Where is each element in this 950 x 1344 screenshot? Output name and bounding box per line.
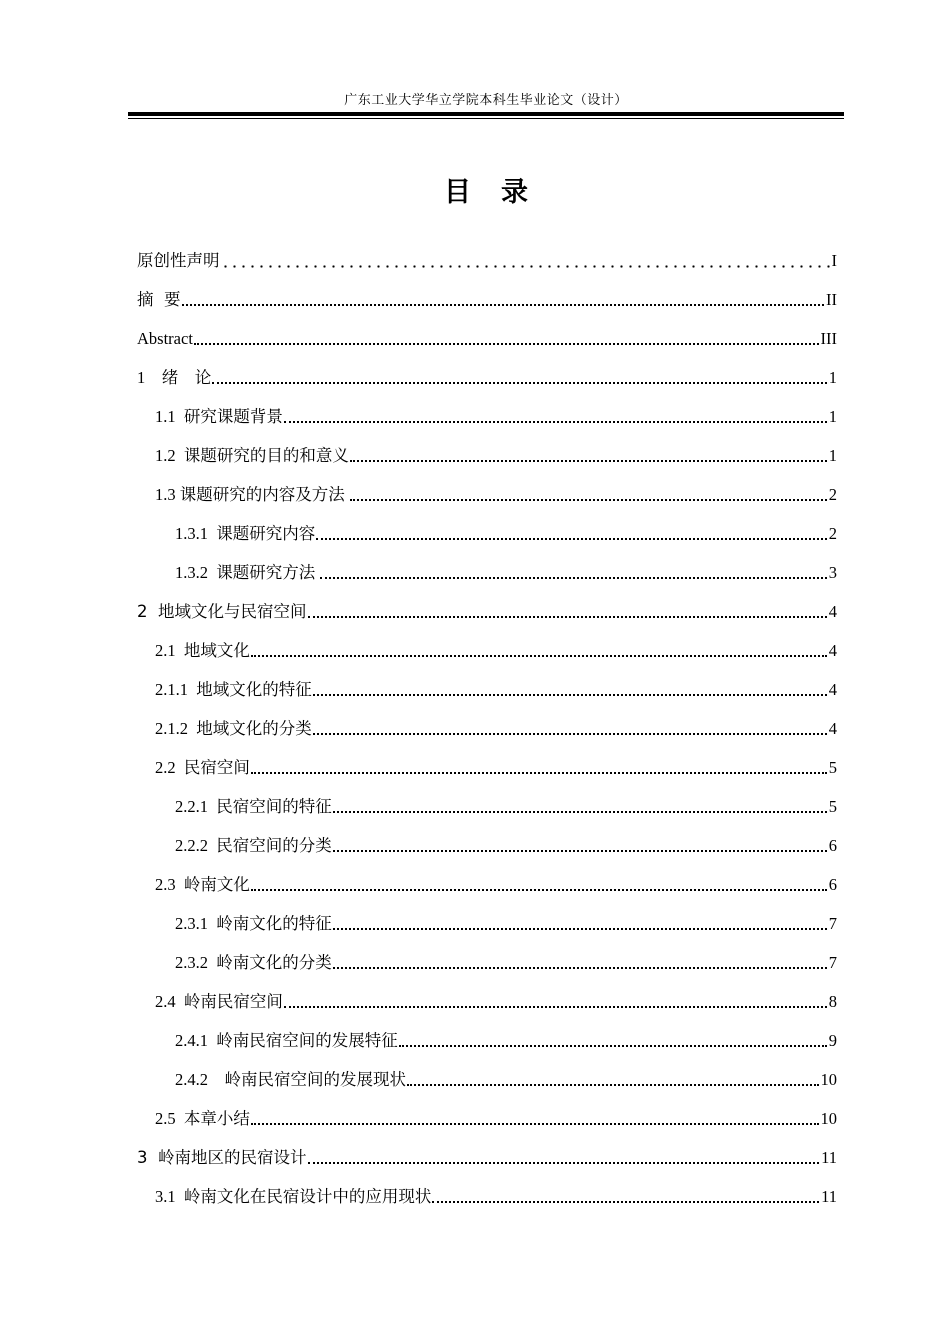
toc-entry[interactable] <box>137 1055 837 1094</box>
toc-entry-page-number: 4 <box>828 602 837 621</box>
toc-entry[interactable] <box>137 275 837 314</box>
toc-entry-label: Abstract <box>137 329 193 348</box>
toc-entry[interactable] <box>137 1016 837 1055</box>
toc-dot-leader <box>182 304 825 306</box>
toc-dot-leader <box>221 265 830 268</box>
toc-entry-label: 2.5 本章小结 <box>155 1109 250 1128</box>
toc-entry-page-number: 4 <box>828 680 837 699</box>
toc-entry[interactable] <box>137 509 837 548</box>
toc-entry[interactable] <box>137 392 837 431</box>
toc-entry[interactable] <box>137 1172 837 1211</box>
toc-dot-leader <box>316 538 827 540</box>
toc-entry-label: 2.4.1 岭南民宿空间的发展特征 <box>175 1031 398 1050</box>
toc-entry[interactable] <box>137 314 837 353</box>
toc-entry-label: 2.2 民宿空间 <box>155 758 250 777</box>
toc-dot-leader <box>308 616 827 618</box>
toc-entry[interactable] <box>137 899 837 938</box>
toc-entry[interactable] <box>137 470 837 509</box>
toc-dot-leader <box>284 1006 827 1008</box>
toc-entry[interactable] <box>137 1133 837 1172</box>
toc-dot-leader <box>212 382 827 384</box>
toc-dot-leader <box>432 1201 819 1203</box>
toc-title: 目录 <box>444 177 558 208</box>
toc-entry-label: 2.4.2 岭南民宿空间的发展现状 <box>175 1070 406 1089</box>
toc-dot-leader <box>320 577 826 579</box>
toc-entry-label: 2.3 岭南文化 <box>155 875 250 894</box>
toc-entry-label: 1.2 课题研究的目的和意义 <box>155 446 349 465</box>
toc-entry-page-number: 11 <box>821 1187 837 1206</box>
header-rule-thin <box>128 118 844 119</box>
toc-entry-label: 2.2.1 民宿空间的特征 <box>175 797 332 816</box>
toc-entry[interactable] <box>137 860 837 899</box>
toc-entry-label: 原创性声明 <box>137 251 220 270</box>
toc-entry-page-number: 2 <box>828 524 837 543</box>
toc-dot-leader <box>333 811 827 813</box>
toc-entry-page-number: 1 <box>828 368 837 387</box>
toc-entry[interactable] <box>137 548 837 587</box>
toc-entry-label: 1.3.1 课题研究内容 <box>175 524 316 543</box>
toc-entry-page-number: II <box>826 290 837 309</box>
toc-entry-label: 2.4 岭南民宿空间 <box>155 992 283 1011</box>
toc-entry-label: 2.1.2 地域文化的分类 <box>155 719 312 738</box>
toc-entry-page-number: 8 <box>828 992 837 1011</box>
toc-entry-page-number: 4 <box>828 641 837 660</box>
toc-entry[interactable] <box>137 704 837 743</box>
toc-dot-leader <box>313 733 827 735</box>
toc-dot-leader <box>333 850 827 852</box>
toc-entry-page-number: 10 <box>820 1070 837 1089</box>
toc-entry[interactable] <box>137 353 837 392</box>
toc-entry-label: 1.3.2 课题研究方法 <box>175 563 320 582</box>
toc-dot-leader <box>194 343 819 345</box>
toc-entry-label: 2.3.1 岭南文化的特征 <box>175 914 332 933</box>
toc-entry[interactable] <box>137 743 837 782</box>
toc-entry-label: 2.1.1 地域文化的特征 <box>155 680 312 699</box>
toc-entry[interactable] <box>137 431 837 470</box>
toc-dot-leader <box>333 967 827 969</box>
toc-entry-page-number: 5 <box>828 758 837 777</box>
toc-entry-label: 3 岭南地区的民宿设计 <box>137 1148 307 1167</box>
toc-entry-label: 2.3.2 岭南文化的分类 <box>175 953 332 972</box>
toc-entry-label: 1.3 课题研究的内容及方法 <box>155 485 349 504</box>
toc-entry[interactable] <box>137 665 837 704</box>
toc-entry-label: 2.2.2 民宿空间的分类 <box>175 836 332 855</box>
toc-entry[interactable] <box>137 587 837 626</box>
header-rule-thick <box>128 112 844 116</box>
toc-entry-label: 1 绪 论 <box>137 368 212 387</box>
toc-entry[interactable] <box>137 821 837 860</box>
toc-list <box>137 236 837 1211</box>
toc-entry-page-number: I <box>831 251 837 270</box>
toc-entry-page-number: 6 <box>828 875 837 894</box>
toc-entry-page-number: 6 <box>828 836 837 855</box>
toc-entry[interactable] <box>137 626 837 665</box>
toc-entry-label: 摘 要 <box>137 290 181 309</box>
toc-entry[interactable] <box>137 236 837 275</box>
toc-entry-label: 3.1 岭南文化在民宿设计中的应用现状 <box>155 1187 432 1206</box>
toc-dot-leader <box>251 772 827 774</box>
toc-entry-page-number: 7 <box>828 914 837 933</box>
toc-dot-leader <box>251 889 827 891</box>
toc-dot-leader <box>284 421 827 423</box>
toc-entry-page-number: 3 <box>828 563 837 582</box>
toc-entry-page-number: 2 <box>828 485 837 504</box>
toc-entry-page-number: 11 <box>821 1148 837 1167</box>
toc-entry[interactable] <box>137 1094 837 1133</box>
page-header: 广东工业大学华立学院本科生毕业论文（设计） <box>344 93 628 108</box>
toc-dot-leader <box>251 655 827 657</box>
toc-entry-label: 1.1 研究课题背景 <box>155 407 283 426</box>
toc-entry-page-number: 4 <box>828 719 837 738</box>
toc-dot-leader <box>399 1045 827 1047</box>
toc-dot-leader <box>313 694 827 696</box>
toc-entry-page-number: 10 <box>820 1109 837 1128</box>
toc-dot-leader <box>333 928 827 930</box>
toc-dot-leader <box>251 1123 819 1125</box>
toc-entry-page-number: 9 <box>828 1031 837 1050</box>
toc-entry-page-number: 1 <box>828 407 837 426</box>
toc-dot-leader <box>407 1084 819 1086</box>
toc-dot-leader <box>308 1162 820 1164</box>
toc-dot-leader <box>350 499 827 501</box>
toc-entry-page-number: 7 <box>828 953 837 972</box>
toc-dot-leader <box>350 460 827 462</box>
toc-entry-page-number: 5 <box>828 797 837 816</box>
toc-entry-label: 2.1 地域文化 <box>155 641 250 660</box>
toc-entry-page-number: III <box>820 329 837 348</box>
toc-entry-page-number: 1 <box>828 446 837 465</box>
toc-entry[interactable] <box>137 938 837 977</box>
toc-entry[interactable] <box>137 782 837 821</box>
toc-entry-label: 2 地域文化与民宿空间 <box>137 602 307 621</box>
toc-entry[interactable] <box>137 977 837 1016</box>
